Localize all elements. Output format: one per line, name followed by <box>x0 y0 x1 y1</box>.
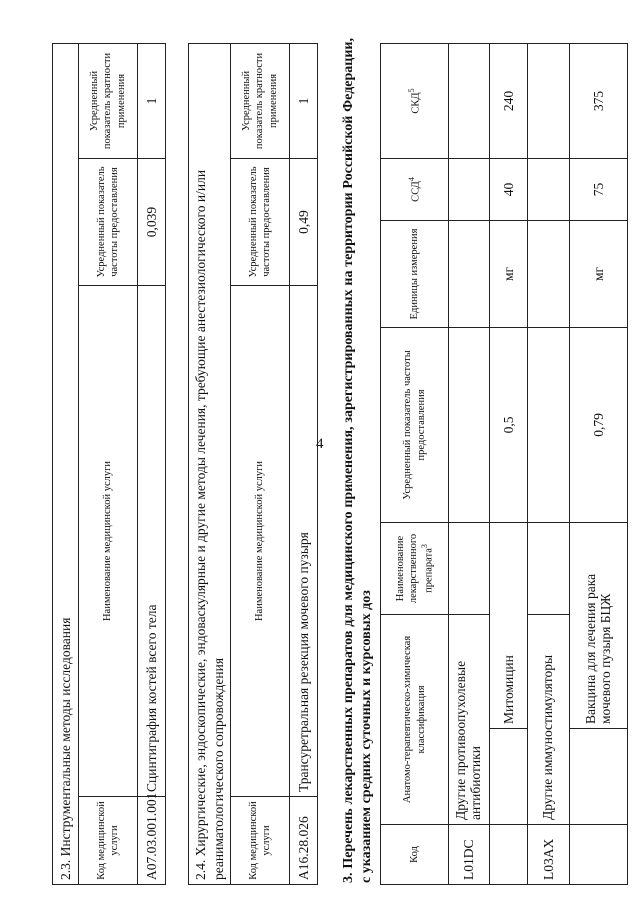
header-code: Код медицинской услуги <box>79 797 138 885</box>
header-unit: Единицы измерения <box>381 220 449 327</box>
multiplicity-value: 1 <box>290 43 318 158</box>
skd-value: 240 <box>490 43 528 158</box>
service-name: Сцинтиграфия костей всего тела <box>138 286 166 797</box>
page-number: 4 <box>316 436 324 452</box>
header-multiplicity: Усредненный показатель кратности применения <box>79 43 138 158</box>
table-row <box>490 43 528 884</box>
table-row <box>138 43 166 884</box>
section-3 <box>380 43 628 885</box>
header-service-name: Наименование медицинской услуги <box>231 286 290 797</box>
unit-value: мг <box>490 220 528 327</box>
service-code: A16.28.026 <box>290 797 318 885</box>
table-row <box>570 43 628 884</box>
frequency-value: 0,039 <box>138 159 166 286</box>
group-row <box>449 43 490 884</box>
header-skd: СКД$^5$ <box>381 43 449 158</box>
header-code: Код медицинской услуги <box>231 797 290 885</box>
header-drug-name: Наименование лекарственного препарата$^3$ <box>381 522 449 614</box>
header-code: Код <box>381 825 449 885</box>
group-atc: Другие иммуностимуляторы <box>528 614 570 824</box>
service-name: Трансуретральная резекция мочевого пузыря <box>290 286 318 797</box>
frequency-value: 0,79 <box>570 327 628 522</box>
ssd-value: 75 <box>570 158 628 220</box>
group-atc: Другие противоопухолевые антибиотики <box>449 614 490 824</box>
section-2-4 <box>188 43 318 885</box>
drug-name: Митомицин <box>490 522 528 728</box>
ssd-value: 40 <box>490 158 528 220</box>
header-frequency: Усредненный показатель частоты предоставления <box>381 327 449 522</box>
table-2-4 <box>188 43 318 885</box>
header-service-name: Наименование медицинской услуги <box>79 286 138 797</box>
section-2-3 <box>52 43 166 885</box>
table-row <box>290 43 318 884</box>
group-code: L03AX <box>528 825 570 885</box>
multiplicity-value: 1 <box>138 43 166 158</box>
header-atc: Анатомо-терапевтическо-химическая классификация <box>381 614 449 824</box>
section-3-heading: 3. Перечень лекарственных препаратов для медицинского применения, зарегистрированных на территории Российской Федерации, с указанием средних суточных и курсовых доз <box>341 38 374 883</box>
group-row <box>528 43 570 884</box>
drugs-table <box>380 43 628 885</box>
group-code: L01DC <box>449 825 490 885</box>
drug-name: Вакцина для лечения рака мочевого пузыря БЦЖ <box>570 522 628 728</box>
skd-value: 375 <box>570 43 628 158</box>
frequency-value: 0,5 <box>490 327 528 522</box>
table-2-3 <box>52 43 166 885</box>
service-code: A07.03.001.001 <box>138 797 166 885</box>
header-frequency: Усредненный показатель частоты предоставления <box>231 159 290 286</box>
header-multiplicity: Усредненный показатель кратности применения <box>231 43 290 158</box>
header-ssd: ССД$^4$ <box>381 158 449 220</box>
section-2-3-title: 2.3. Инструментальные методы исследования <box>53 43 79 884</box>
frequency-value: 0,49 <box>290 159 318 286</box>
unit-value: мг <box>570 220 628 327</box>
section-2-4-title: 2.4. Хирургические, эндоскопические, эндоваскулярные и другие методы лечения, требующие анестезиологического и/или реаниматологического сопровождения <box>189 43 231 884</box>
header-frequency: Усредненный показатель частоты предоставления <box>79 159 138 286</box>
